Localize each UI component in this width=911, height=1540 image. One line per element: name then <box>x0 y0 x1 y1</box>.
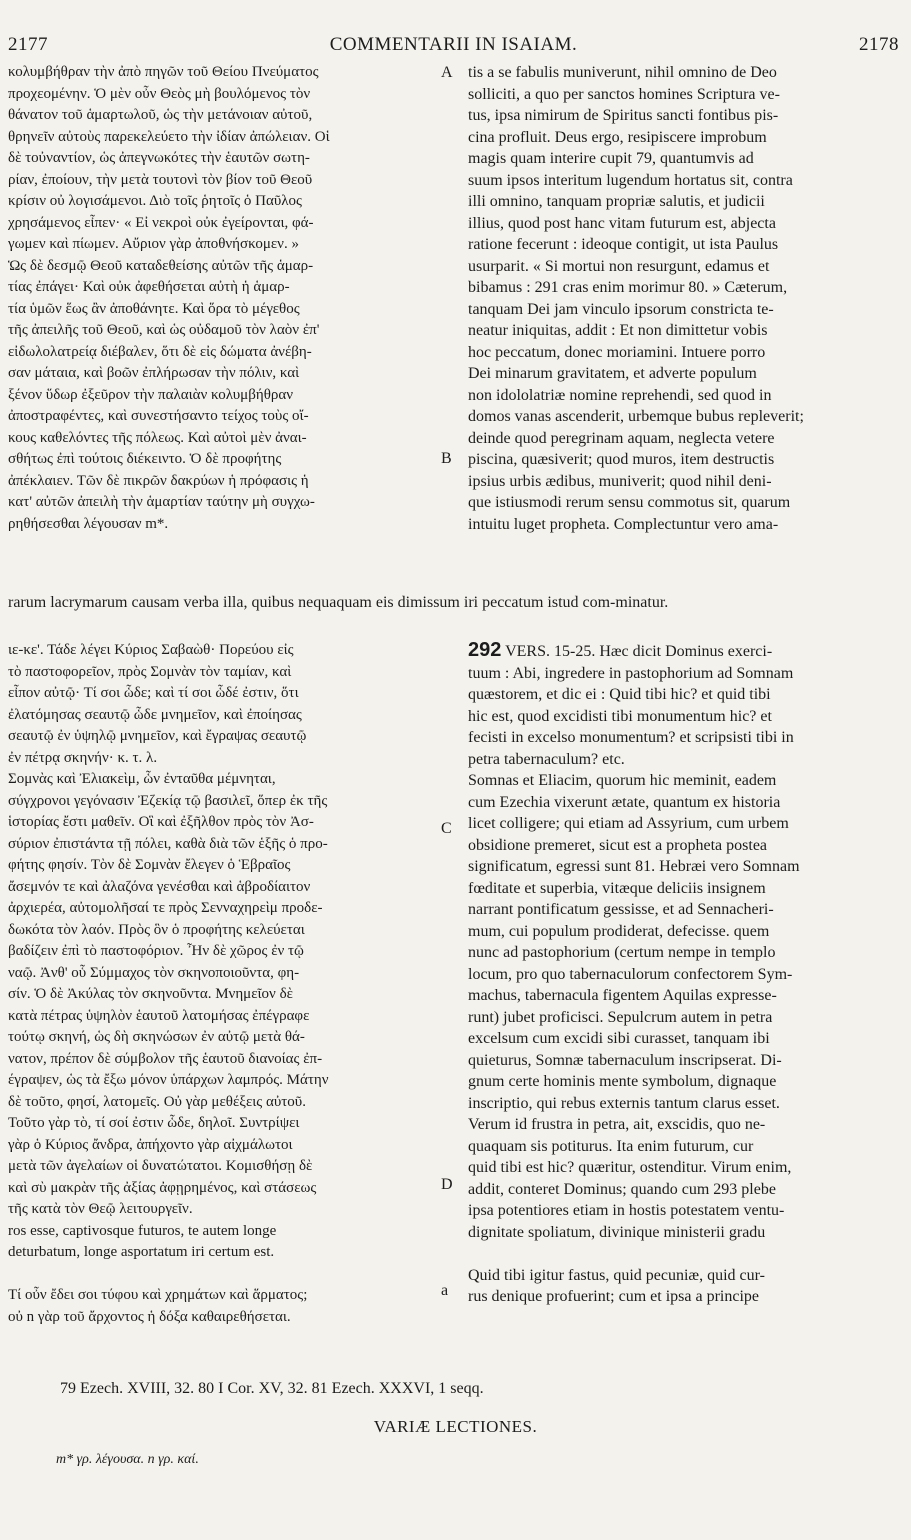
text-line: μετὰ τῶν ἀγελαίων οἱ δυνατώτατοι. Κομισθήσῃ δὲ <box>8 1158 313 1174</box>
text-line: intuitu luget propheta. Complectuntur vero ama- <box>468 515 779 533</box>
lower-greek-column <box>8 640 438 1328</box>
text-line: θρηνεῖν αὐτοὺς παρεκελεύετο τὴν ἰδίαν ἀπώλειαν. Οἱ <box>8 128 330 145</box>
text-line: εἰδωλολατρείᾳ διέβαλεν, ὅτι δὲ εἰς δώματα ἀνέβη- <box>8 343 312 360</box>
text-line: έγραψεν, ὡς τὰ ἔξω μόνον ὑπάρχων λαμπρός. Μάτην <box>8 1072 329 1088</box>
text-line: narrant pontificatum gessisse, et ad Sennacheri- <box>468 901 774 918</box>
text-line: ros esse, captivosque futuros, te autem longe <box>8 1222 277 1239</box>
text-line: κατὰ πέτρας ὑψηλὸν ἑαυτοῦ λατομήσας ἐπέγραφε <box>8 1007 310 1024</box>
text-line: quæstorem, et dic ei : Quid tibi hic? et quid tibi <box>468 686 771 703</box>
text-line: ἀποστραφέντες, καὶ συνεστήσαντο τείχος τοὺς οἴ- <box>8 408 309 424</box>
text-line: τίας ἐπάγει· Καὶ οὐκ ἀφεθήσεται αὐτὴ ἡ ἁμαρ- <box>8 279 290 295</box>
text-line: βαδίζειν ἐπὶ τὸ παστοφόριον. Ἦν δὲ χῶρος ἐν τῷ <box>8 943 304 959</box>
text-line: Τί οὖν ἔδει σοι τύφου καὶ χρημάτων καὶ ἅρματος; <box>8 1287 308 1303</box>
text-line: nunc ad pastophorium (certum nempe in templo <box>468 944 776 961</box>
text-line: dignitate spoliatum, divinique ministerii gradu <box>468 1223 766 1241</box>
text-line: τία ὑμῶν ἕως ἂν ἀποθάνητε. Καὶ ὅρα τὸ μέγεθος <box>8 300 300 317</box>
text-line <box>468 1243 900 1265</box>
upper-greek-column <box>8 62 438 535</box>
text-line: gnum certe hominis mente symbolum, dignaque <box>468 1073 777 1090</box>
lower-latin-column <box>468 640 900 1308</box>
text-line: τῆς ἀπειλῆς τοῦ Θεοῦ, καὶ ὡς οὐδαμοῦ τὸν λαὸν ἐπ' <box>8 322 320 338</box>
text-line: licet colligere; qui etiam ad Assyrium, cum urbem <box>468 815 789 832</box>
text-line: cina profluit. Deus ergo, resipiscere improbum <box>468 128 767 146</box>
text-line: significatum, egressi sunt 81. Hebræi vero Somnam <box>468 858 800 875</box>
text-line: χρησάμενος εἶπεν· « Εἰ νεκροὶ οὐκ ἐγείρονται, φά- <box>8 214 314 231</box>
text-line: hoc peccatum, donec moriamini. Intuere porro <box>468 343 766 361</box>
text-line: non idololatriæ nomine reprehendi, sed quod in <box>468 386 772 404</box>
text-line: rarum lacrymarum causam verba illa, quibus nequaquam eis dimissum iri peccatum istud com- <box>8 594 616 611</box>
text-line: σύριον ἐπιστάντα τῇ πόλει, καθὰ διὰ τῶν ἑξῆς ὁ προ- <box>8 835 328 852</box>
text-line: ἐν πέτρᾳ σκηνήν· κ. τ. λ. <box>8 749 158 766</box>
text-line: προχεομένην. Ὁ μὲν οὖν Θεὸς μὴ βουλόμενος τὸν <box>8 85 311 102</box>
text-line: γωμεν καὶ πίωμεν. Αὔριον γὰρ ἀποθνήσκομεν. » <box>8 236 299 252</box>
section-letter-d: D <box>441 1176 453 1193</box>
text-line: ρίαν, ἐποίουν, τὴν μετὰ τουτονὶ τὸν βίον τοῦ Θεοῦ <box>8 171 313 188</box>
page-title: COMMENTARII IN ISAIAM. <box>329 34 578 55</box>
text-line: ἐλατόμησας σεαυτῷ ὧδε μνημεῖον, καὶ ἐποίησας <box>8 706 302 723</box>
text-line: que istiusmodi rerum sensu commotus sit, quarum <box>468 494 791 511</box>
text-line: illius, quod post hanc vitam futurum est, abjecta <box>468 214 776 232</box>
text-line: quieturus, Somnæ tabernaculum inscripserat. Di- <box>468 1051 782 1069</box>
text-line: ἀπέκλαιεν. Τῶν δὲ πικρῶν δακρύων ἡ πρόφασις ἡ <box>8 472 309 489</box>
section-letter-c: C <box>441 820 452 837</box>
text-line: Dei minarum gravitatem, et adverte populum <box>468 365 757 382</box>
text-line: suum ipsos interitum lugendum hortatus sit, contra <box>468 171 793 189</box>
text-line: ipsius urbis ædibus, muniverit; quod nihil deni- <box>468 472 772 490</box>
text-line: fœditate et superbia, vitæque deliciis insignem <box>468 879 766 897</box>
text-line: deinde quod peregrinam aquam, neglecta vetere <box>468 429 775 447</box>
text-line: ναῷ. Ἀνθ' οὗ Σύμμαχος τὸν σκηνοποιοῦντα, φη- <box>8 964 300 981</box>
text-line: οὐ n γὰρ τοῦ ἄρχοντος ἡ δόξα καθαιρεθήσεται. <box>8 1308 291 1325</box>
text-line: ἱστορίας ἔστι μαθεῖν. Οἳ καὶ ἐξῆλθον πρὸς τὸν Ἀσ- <box>8 814 314 830</box>
text-line: δωκότα τὸν λαόν. Πρὸς ὃν ὁ προφήτης κελεύεται <box>8 921 305 938</box>
text-line: cum Ezechia vixerunt ætate, quantum ex historia <box>468 793 781 811</box>
text-line: tis a se fabulis muniverunt, nihil omnino de Deo <box>468 64 777 81</box>
text-line: δὲ τοῦτο, φησί, λατομεῖς. Οὐ γὰρ μεθέξεις αὐτοῦ. <box>8 1093 306 1110</box>
text-line: σίν. Ὁ δὲ Ἀκύλας τὸν σκηνοῦντα. Μνημεῖον δὲ <box>8 986 293 1002</box>
text-line: ιε-κε'. Τάδε λέγει Κύριος Σαβαὼθ· Πορεύου εἰς <box>8 642 294 658</box>
text-line: obsidione premeret, sicut est a propheta postea <box>468 836 768 854</box>
shared-text-run <box>8 592 901 614</box>
text-line: ratione fecerunt : ideoque contigit, ut ista Paulus <box>468 236 779 253</box>
text-line: excelsum cum excidi sibi curasset, tanquam ibi <box>468 1030 770 1047</box>
text-line: θάνατον τοῦ ἁμαρτωλοῦ, ὡς τὴν μετάνοιαν αὐτοῦ, <box>8 107 313 123</box>
text-line: εἶπον αὐτῷ· Τί σοι ὧδε; καὶ τί σοι ὧδέ ἐστιν, ὅτι <box>8 685 299 701</box>
text-line: hic est, quod excidisti tibi monumentum hic? et <box>468 707 772 725</box>
text-line: Quid tibi igitur fastus, quid pecuniæ, quid cur- <box>468 1266 765 1284</box>
text-line: ἀρχιερέα, αὐτομολῆσαί τε πρὸς Σενναχηρεὶμ προδε- <box>8 900 323 916</box>
text-line: 292 VERS. 15-25. Hæc dicit Dominus exerci- <box>468 640 773 661</box>
text-line: Τοῦτο γὰρ τὸ, τί σοί ἐστιν ὧδε, δηλοῖ. Συντρίψει <box>8 1115 300 1131</box>
text-line: locum, pro quo tabernaculorum confectorem Sym- <box>468 965 793 983</box>
text-line: κατ' αὐτῶν ἀπειλὴ τὴν ἁμαρτίαν ταύτην μὴ συγχω- <box>8 494 315 510</box>
text-line: γὰρ ὁ Κύριος ἄνδρα, ἀπήχοντο γὰρ αἰχμάλωτοι <box>8 1136 293 1153</box>
running-head <box>8 30 899 60</box>
footnotes: 79 Ezech. XVIII, 32. 80 I Cor. XV, 32. 81 Ezech. XXXVI, 1 seqq. <box>60 1380 484 1397</box>
text-line <box>8 1264 438 1286</box>
text-line: ipsa potentiores etiam in hostis potestatem ventu- <box>468 1202 785 1219</box>
text-line: quaquam sis potiturus. Ita enim futurum, cur <box>468 1137 754 1155</box>
section-letter-a: A <box>441 64 453 81</box>
text-line: Σομνὰς καὶ Ἐλιακεὶμ, ὧν ἐνταῦθα μέμνηται, <box>8 771 276 787</box>
text-line: ρηθήσεσθαι λέγουσαν m*. <box>8 515 169 532</box>
text-line: τούτῳ σκηνή, ὡς δὴ σκηνώσων ἐν αὐτῷ μετὰ θά- <box>8 1029 305 1045</box>
text-line: neatur iniquitas, addit : Et non dimittetur vobis <box>468 322 768 339</box>
text-line: tus, ipsa nimirum de Spiritus sancti fontibus pis- <box>468 107 779 124</box>
text-line: σεαυτῷ ἐν ὑψηλῷ μνημεῖον, καὶ ἔγραψας σεαυτῷ <box>8 728 307 744</box>
text-line: quid tibi est hic? quæritur, ostenditur. Virum enim, <box>468 1159 792 1176</box>
text-line: deturbatum, longe asportatum iri certum est. <box>8 1244 275 1260</box>
upper-latin-column <box>468 62 900 535</box>
text-line: φήτης φησίν. Τὸν δὲ Σομνὰν ἔλεγεν ὁ Ἑβραῖος <box>8 857 291 873</box>
text-line: κολυμβήθραν τὴν ἀπὸ πηγῶν τοῦ Θείου Πνεύματος <box>8 64 319 80</box>
text-line: κους καθελόντες τῆς πόλεως. Καὶ αὐτοὶ μὲν ἀναι- <box>8 429 307 446</box>
text-line: bibamus : 291 cras enim morimur 80. » Cæterum, <box>468 279 788 296</box>
text-line: petra tabernaculum? etc. <box>468 750 625 768</box>
text-line: κρίσιν οὐ λογισάμενοι. Διὸ τοῖς ῥητοῖς ὁ Παῦλος <box>8 193 302 209</box>
text-line: σύγχρονοι γεγόνασιν Ἐζεκίᾳ τῷ βασιλεῖ, ὅπερ ἐκ τῆς <box>8 792 328 809</box>
text-line: magis quam interire cupit 79, quantumvis ad <box>468 150 754 167</box>
page-number-right: 2178 <box>859 34 899 55</box>
text-line: δὲ τοὐναντίον, ὡς ἀπεγνωκότες τὴν ἑαυτῶν σωτη- <box>8 150 310 166</box>
text-line: σθήτως ἐπὶ τούτοις διέκειντο. Ὁ δὲ προφήτης <box>8 451 282 467</box>
text-line: mum, cui populum prodiderat, defecisse. quem <box>468 922 770 940</box>
text-line: rus denique profuerint; cum et ipsa a principe <box>468 1288 760 1305</box>
text-line: τὸ παστοφορεῖον, πρὸς Σομνὰν τὸν ταμίαν, καὶ <box>8 663 292 680</box>
text-line: fecisti in excelso monumentum? et scripsisti tibi in <box>468 729 794 746</box>
text-line: tanquam Dei jam vinculo ipsorum constricta te- <box>468 300 774 318</box>
text-line: Ὡς δὲ δεσμῷ Θεοῦ καταδεθείσης αὐτῶν τῆς ἁμαρ- <box>8 257 314 274</box>
text-line: νατον, πρέπον δὲ σύμβολον τῆς ἑαυτοῦ διανοίας ἐπ- <box>8 1050 323 1067</box>
variae-lectiones-items: m* γρ. λέγουσα. n γρ. καί. <box>56 1452 199 1467</box>
text-line: ἄσεμνόν τε καὶ ἀλαζόνα γενέσθαι καὶ ἁβροδίαιτον <box>8 878 311 895</box>
page-number-left: 2177 <box>8 34 48 55</box>
text-line: inscriptio, qui rebus externis tantum clarus esset. <box>468 1094 780 1112</box>
text-line: καὶ σὺ μακρὰν τῆς ἀξίας ἀφῃρημένος, καὶ στάσεως <box>8 1179 317 1196</box>
text-line: tuum : Abi, ingredere in pastophorium ad Somnam <box>468 664 794 682</box>
variae-lectiones-title: VARIÆ LECTIONES. <box>373 1417 538 1436</box>
text-line: machus, tabernacula figentem Aquilas expresse- <box>468 987 777 1004</box>
text-line: Somnas et Eliacim, quorum hic meminit, eadem <box>468 772 777 789</box>
section-letter-a-lower: a <box>441 1282 449 1299</box>
text-line: usurparit. « Si mortui non resurgunt, edamus et <box>468 257 770 275</box>
text-line: runt) jubet proficisci. Sepulcrum autem in petra <box>468 1008 773 1026</box>
text-line: σαν μάταια, καὶ βοῶν ἐπλήρωσαν τὴν πόλιν, καὶ <box>8 365 300 381</box>
text-line: illi omnino, tanquam propriæ salutis, et judicii <box>468 193 765 210</box>
text-line: piscina, quæsiverit; quod muros, item destructis <box>468 451 775 468</box>
text-line: solliciti, a quo per sanctos homines Scriptura ve- <box>468 85 780 103</box>
text-line: ξένον ὕδωρ ἐξεῦρον τὴν παλαιὰν κολυμβήθραν <box>8 386 294 403</box>
text-line: τῆς κατὰ τὸν Θεῷ λειτουργεῖν. <box>8 1201 193 1217</box>
section-letter-b: B <box>441 450 452 467</box>
text-line: domos vanas ascenderit, urbemque bubus repleverit; <box>468 408 804 425</box>
text-line: minatur. <box>615 594 669 611</box>
text-line: addit, conteret Dominus; quando cum 293 plebe <box>468 1180 776 1198</box>
text-line: Verum id frustra in petra, ait, exscidis, quo ne- <box>468 1116 766 1133</box>
